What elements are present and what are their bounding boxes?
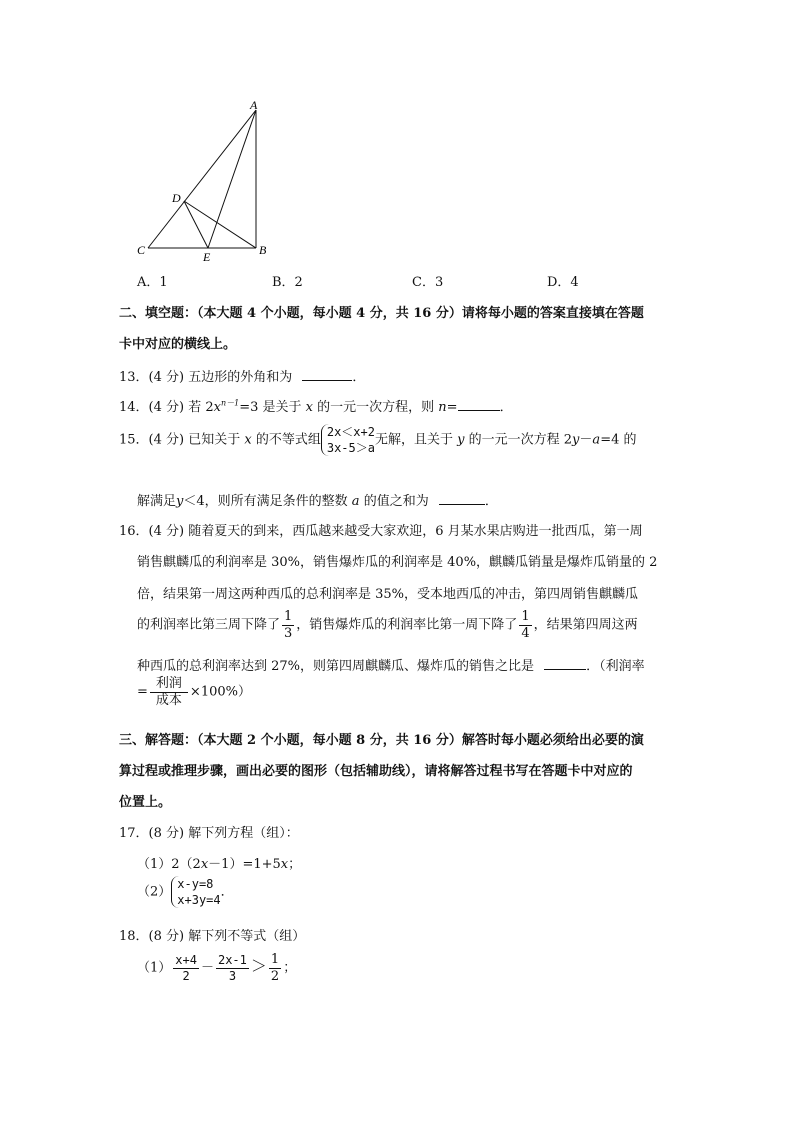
q17-p1: （1）2（2	[137, 857, 201, 872]
q18-fraction1	[173, 953, 199, 983]
q14-exponent: n－1	[220, 398, 240, 408]
q17-sys-line1: x-y=8	[177, 877, 214, 891]
q16-line4	[137, 609, 638, 641]
q16-line6	[137, 676, 251, 708]
q17-p2: （2）	[137, 884, 172, 900]
q18-f3-num: 1	[270, 952, 280, 967]
q15-line2-a: 解满足	[137, 494, 177, 509]
q18-fraction2	[216, 953, 249, 983]
q17-p1-b: －1）=1+5	[208, 857, 281, 872]
q17-p1-x2: x	[280, 857, 289, 872]
q16-fraction-one-quarter	[519, 609, 531, 641]
q16-frac3-den: 成本	[155, 692, 182, 708]
q18-f2-num: 2x-1	[217, 953, 247, 968]
q15-line2-c: 的值之和为	[359, 494, 429, 509]
q14-end: ．	[499, 400, 513, 415]
q13-end: ．	[352, 370, 366, 385]
q15-y: y	[457, 432, 465, 448]
q18-gt: ＞	[250, 956, 267, 976]
q15-line2-y: y	[176, 494, 184, 509]
q16-line1: 16．(4 分) 随着夏天的到来，西瓜越来越受大家欢迎，6 月某水果店购进一批西瓜，第一周	[119, 524, 643, 539]
q16-line5-text: 种西瓜的总利润率达到 27%，则第四周麒麟瓜、爆炸瓜的销售之比是	[137, 659, 535, 674]
q15-prefix: 15．(4 分) 已知关于	[119, 432, 241, 448]
q14-x: x	[213, 400, 221, 415]
q18-f3-den: 2	[270, 968, 280, 984]
q18-fraction3	[269, 952, 281, 984]
q14-rest: 的一元一次方程，则	[313, 400, 435, 415]
choice-d: D．4	[547, 275, 579, 290]
q14-eq: =	[446, 400, 458, 415]
q14-n: n	[438, 400, 447, 415]
question-14	[119, 396, 513, 415]
section3-heading-line3: 位置上。	[119, 795, 172, 810]
q18-f1-den: 2	[182, 968, 190, 983]
q13-text: 13．(4 分) 五边形的外角和为	[119, 370, 293, 385]
q17-title: 17．(8 分) 解下列方程（组）：	[119, 826, 299, 841]
q17-p1-x: x	[200, 857, 209, 872]
q17-part1	[137, 853, 301, 872]
section3-heading-line2: 算过程或推理步骤，画出必要的图形（包括辅助线），请将解答过程书写在答题卡中对应的	[119, 764, 633, 779]
vertex-label-b: B	[259, 243, 267, 257]
choice-c: C．3	[412, 275, 444, 290]
q15-eq4: =4 的	[600, 432, 637, 448]
q18-f2-den: 3	[228, 968, 237, 983]
q16-line5-end: ．（利润率	[586, 659, 645, 674]
q18-title: 18．(8 分) 解下列不等式（组）	[119, 929, 306, 944]
q17-p1-end: ；	[288, 857, 302, 872]
vertex-label-a: A	[250, 98, 258, 112]
section2-heading-line2: 卡中对应的横线上。	[119, 337, 237, 352]
q14-answer-blank[interactable]	[458, 410, 500, 411]
q15-sys-line1: 2x＜x+2	[326, 425, 375, 439]
q15-after: 无解，且关于	[374, 432, 453, 448]
question-15	[119, 424, 636, 456]
q16-line5	[137, 655, 645, 674]
q15-sys-line2: 3x-5＞a	[326, 441, 375, 456]
q13-answer-blank[interactable]	[302, 380, 352, 381]
q15-line2-a2: a	[351, 494, 360, 509]
q15-y2: y	[572, 432, 580, 448]
q16-line6-end: ×100%）	[189, 684, 251, 700]
q16-fraction-one-third	[282, 609, 294, 641]
q18-end: ；	[283, 960, 297, 976]
q16-frac1-num: 1	[284, 609, 293, 624]
triangle-figure	[130, 96, 290, 266]
q16-frac3-num: 利润	[150, 676, 188, 693]
q18-minus: －	[200, 960, 214, 976]
q15-after2: 的一元一次方程 2	[464, 432, 573, 448]
q16-line4-a: 的利润率比第三周下降了	[137, 617, 281, 633]
q16-line3: 倍，结果第一周这两种西瓜的总利润率是 35%，受本地西瓜的冲击，第四周销售麒麟瓜	[137, 587, 639, 602]
q15-end: ．	[484, 494, 498, 509]
choice-b: B．2	[272, 275, 303, 290]
q16-line2: 销售麒麟瓜的利润率是 30%，销售爆炸瓜的利润率是 40%，麒麟瓜销量是爆炸瓜销量的 2	[137, 555, 658, 570]
q16-fraction-profit-cost	[150, 676, 188, 708]
q16-frac2-den: 4	[521, 625, 530, 641]
q16-line6-eq: =	[137, 684, 148, 700]
q14-var: x	[305, 400, 313, 415]
q15-a: a	[592, 432, 601, 448]
q16-line4-b: ，销售爆炸瓜的利润率比第一周下降了	[296, 617, 518, 633]
q15-mid: 的不等式组	[251, 432, 321, 448]
q18-part1	[137, 952, 296, 984]
q15-inequality-system	[321, 424, 375, 456]
vertex-label-d: D	[172, 191, 181, 205]
q15-minus: －	[579, 432, 593, 448]
choice-a: A．1	[137, 275, 168, 290]
q17-p2-end: ．	[220, 884, 234, 900]
q18-f1-num: x+4	[175, 953, 197, 968]
section3-heading-line1: 三、解答题：（本大题 2 个小题，每小题 8 分，共 16 分）解答时每小题必须给出必要的演	[119, 733, 644, 748]
q15-line2-b: ＜4，则所有满足条件的整数	[183, 494, 348, 509]
q16-frac2-num: 1	[521, 609, 530, 624]
vertex-label-c: C	[137, 243, 146, 257]
q17-sys-line2: x+3y=4	[177, 893, 221, 908]
q18-p1: （1）	[137, 960, 172, 976]
q17-equation-system	[171, 876, 220, 908]
q15-answer-blank[interactable]	[439, 504, 485, 505]
question-13	[119, 366, 365, 385]
q17-part2	[137, 876, 234, 908]
q15-var: x	[244, 432, 252, 448]
q14-mid: =3 是关于	[239, 400, 302, 415]
section2-heading-line1: 二、填空题：（本大题 4 个小题，每小题 4 分，共 16 分）请将每小题的答案直接填在答题	[119, 306, 644, 321]
q16-line4-c: ，结果第四周这两	[533, 617, 638, 633]
q16-frac1-den: 3	[284, 625, 293, 641]
q14-prefix: 14．(4 分) 若 2	[119, 400, 214, 415]
vertex-label-e: E	[203, 250, 211, 264]
q16-answer-blank[interactable]	[544, 669, 586, 670]
question-15-line2	[137, 490, 498, 509]
